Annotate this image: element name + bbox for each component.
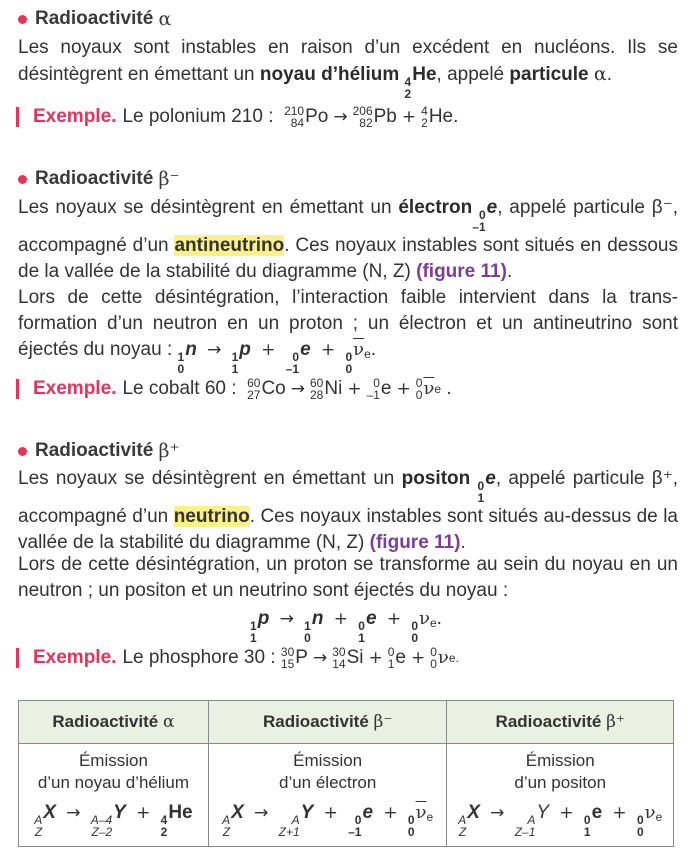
positon-term: positon xyxy=(401,468,471,489)
header-alpha: Radioactivité α xyxy=(19,701,209,744)
beta-plus-explanation: Lors de cette désintégration, un proton se transforme au sein du noyau en un neutron ; un positon et un neutrino sont éjectés du noyau : xyxy=(18,554,678,601)
cell-alpha: Émission d’un noyau d’hélium A Z X → A–4 Z–2 Y + 4 2 He xyxy=(19,744,209,847)
figure-11-link[interactable]: (figure 11) xyxy=(369,532,461,553)
cell-beta-plus: Émission d’un positon A Z X → A Z–1 Y + 0 1 e + 0 0 νe xyxy=(447,744,674,847)
header-beta-minus: Radioactivité β⁻ xyxy=(208,701,447,744)
section-title-label: Radioactivité xyxy=(35,8,154,29)
beta-plus-generic-equation: A Z X → A Z–1 Y + 0 1 e + 0 0 νe xyxy=(458,802,663,839)
section-title-beta-minus: Radioactivité β⁻ xyxy=(18,168,180,190)
electron-term: électron xyxy=(398,197,473,218)
example-phosphore: Exemple. Le phosphore 30 : 30 15 P → 30 14 Si + 0 1 e + 0 0 ν e. xyxy=(16,645,459,671)
section-title-alpha xyxy=(18,8,171,30)
beta-minus-symbol: β⁻ xyxy=(158,168,180,190)
antineutrino-highlight: antineutrino xyxy=(174,235,285,256)
header-beta-plus: Radioactivité β⁺ xyxy=(447,701,674,744)
section-title-beta-plus: Radioactivité β⁺ xyxy=(18,440,180,462)
example-label: Exemple. xyxy=(33,647,117,668)
bullet-icon xyxy=(18,175,27,184)
figure-11-link[interactable]: (figure 11) xyxy=(416,261,507,282)
example-text: Le polonium 210 : xyxy=(122,106,274,127)
nuclide-notation: 4 2 xyxy=(404,75,412,101)
alpha-generic-equation: A Z X → A–4 Z–2 Y + 4 2 He xyxy=(34,802,193,839)
cell-beta-minus: Émission d’un électron A Z X → A Z+1 Y + 0 –1 e + 0 0 $\overline{\nu}e$ xyxy=(208,744,447,847)
nuclide-notation: 210 84 xyxy=(284,104,305,130)
alpha-symbol: α xyxy=(158,8,172,30)
example-label: Exemple. xyxy=(33,106,117,127)
example-bar xyxy=(16,107,19,127)
beta-plus-paragraph: Les noyaux se désintègrent en émettant un positon 0 1 e, appelé particule β⁺, accompagné d’un neutrino. Ces noyaux instables sont situés au-dessus de la vallée de la stabilité du diagramme (N, Z) (figure 11). xyxy=(18,468,679,553)
beta-plus-symbol: β⁺ xyxy=(158,440,180,462)
beta-minus-paragraph: Les noyaux se désintègrent en émettant un électron 0 –1 e, appelé particule β⁻, accompagné d’un antineutrino. Ces noyaux instables sont situés en dessous de la vallée de la stabilité du diagramme (N, Z) (figure 11). xyxy=(18,197,679,282)
bullet-icon xyxy=(18,15,27,24)
bullet-icon xyxy=(18,447,27,456)
example-label: Exemple. xyxy=(33,378,117,399)
beta-minus-explanation: Lors de cette désintégration, l’interaction faible intervient dans la transformation d’un neutron en un proton ; un électron et un antineutrino sont éjectés du noyau : 1 0 n → 1 1 p + 0 –1 e + 0 0 $\overline{\nu}e$. xyxy=(18,287,678,376)
neutrino-highlight: neutrino xyxy=(173,506,250,527)
example-bar xyxy=(16,379,19,399)
summary-table xyxy=(18,700,674,847)
example-bar xyxy=(16,648,19,668)
table-header-row xyxy=(19,701,674,744)
example-cobalt: Exemple. Le cobalt 60 : 60 27 Co → 60 28 Ni + 0 –1 e + 0 0 $\overline{\nu}$ e . xyxy=(16,376,452,402)
beta-plus-equation: 1 1 p → 1 0 n + 0 1 e + 0 0 νe. xyxy=(250,608,442,645)
alpha-particle-term: particule xyxy=(509,64,589,85)
helium-nucleus-term: noyau d’hélium xyxy=(259,64,400,85)
alpha-paragraph: Les noyaux sont instables en raison d’un excédent en nucléons. Ils se désintègrent en émettant un noyau d’hélium 4 2 He, appelé particule α. xyxy=(18,37,678,101)
example-polonium: Exemple. Le polonium 210 : 210 84 Po → 206 82 Pb + 4 2 He. xyxy=(16,104,458,130)
table-row xyxy=(19,744,674,847)
beta-minus-generic-equation: A Z X → A Z+1 Y + 0 –1 e + 0 0 $\overline{\nu}e$ xyxy=(222,802,434,839)
